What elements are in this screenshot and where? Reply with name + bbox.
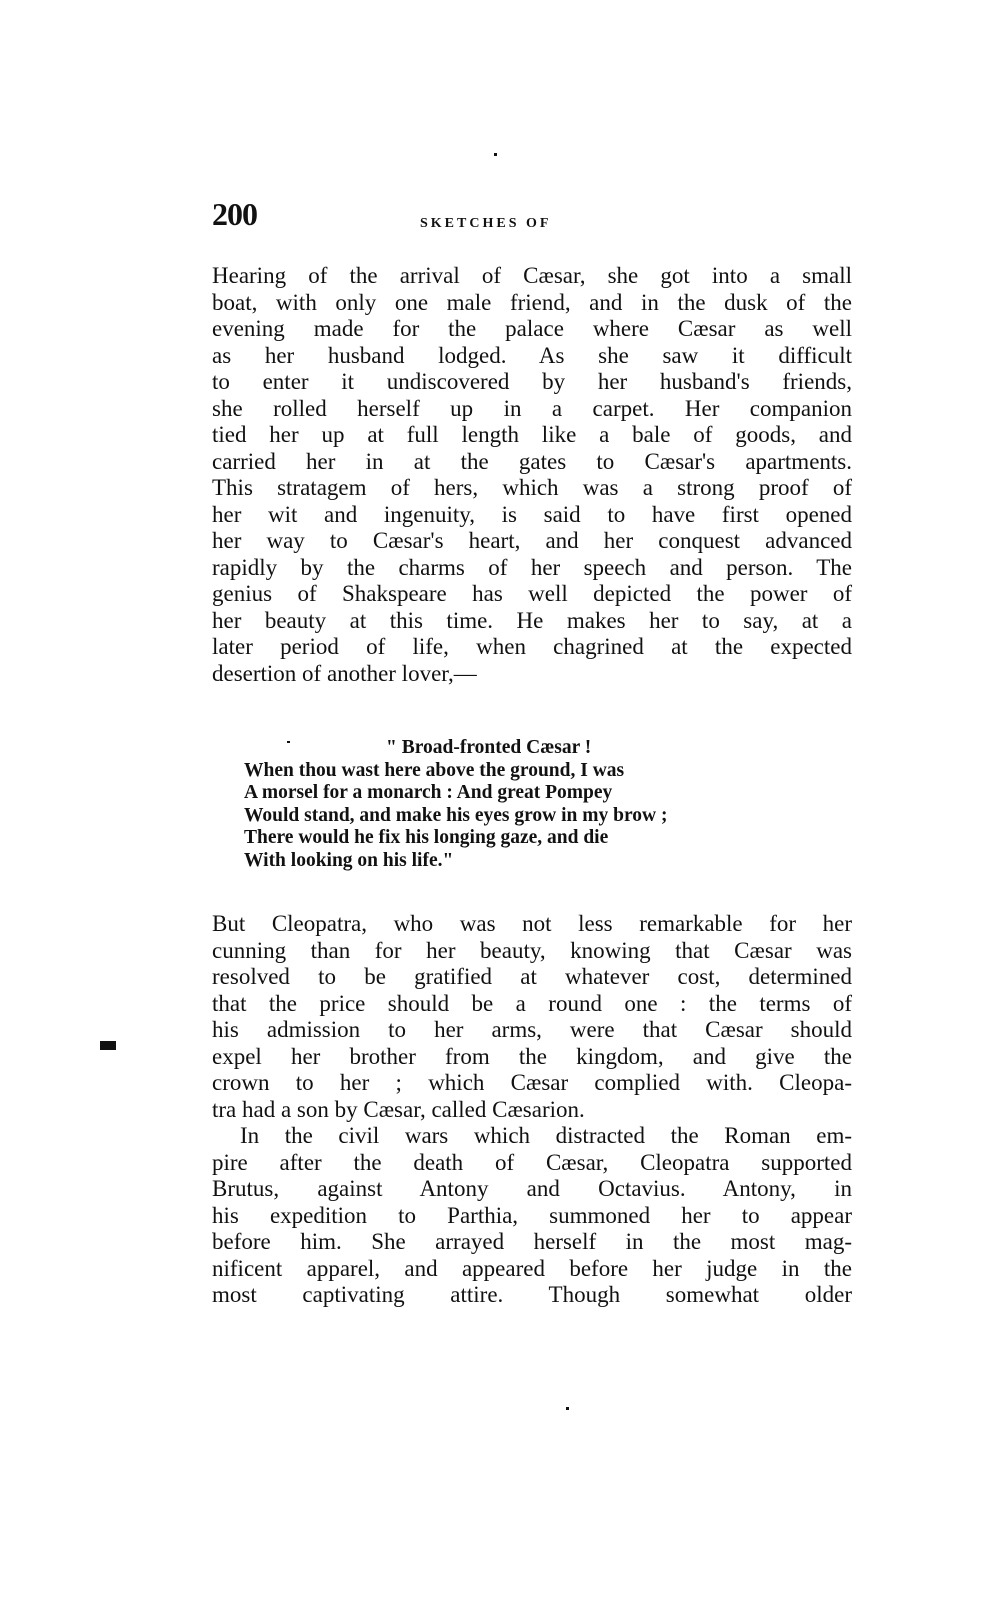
text-line: her wit and ingenuity, is said to have first opened (212, 501, 852, 527)
text-line: her way to Cæsar's heart, and her conquest advanced (212, 528, 852, 553)
ink-speck (566, 1407, 569, 1410)
text-line: later period of life, when chagrined at the expected (212, 634, 852, 659)
verse-line: " Broad-fronted Cæsar ! (386, 737, 592, 758)
text-line: that the price should be a round one : the terms of (212, 990, 852, 1016)
text-line: In the civil wars which distracted the Roman em- (240, 1123, 852, 1148)
text-line: tra had a son by Cæsar, called Cæsarion. (212, 1096, 585, 1122)
text-line: as her husband lodged. As she saw it difficult (212, 342, 852, 368)
verse-line: Would stand, and make his eyes grow in my brow ; (244, 804, 668, 826)
text-line: evening made for the palace where Cæsar as well (212, 316, 852, 341)
text-line: crown to her ; which Cæsar complied with. Cleopa- (212, 1070, 852, 1095)
paragraph-1 (212, 263, 852, 687)
text-line: tied her up at full length like a bale of goods, and (212, 422, 852, 447)
verse-line: A morsel for a monarch : And great Pompey (244, 782, 613, 804)
text-line: cunning than for her beauty, knowing that Cæsar was (212, 937, 852, 963)
verse-quotation (244, 737, 824, 873)
text-line: before him. She arrayed herself in the most mag- (212, 1229, 852, 1254)
text-line: his admission to her arms, were that Cæsar should (212, 1017, 852, 1042)
text-line: resolved to be gratified at whatever cost, determined (212, 964, 852, 989)
verse-line: With looking on his life." (244, 849, 454, 871)
text-line: carried her in at the gates to Cæsar's apartments. (212, 448, 852, 474)
text-line: boat, with only one male friend, and in the dusk of the (212, 289, 852, 315)
page-header (212, 196, 852, 236)
running-head: SKETCHES OF (420, 216, 552, 231)
text-line: her beauty at this time. He makes her to say, at a (212, 607, 852, 633)
text-line: pire after the death of Cæsar, Cleopatra supported (212, 1149, 852, 1175)
text-line: expel her brother from the kingdom, and give the (212, 1043, 852, 1069)
text-line: Hearing of the arrival of Cæsar, she got into a small (212, 263, 852, 288)
text-line: to enter it undiscovered by her husband's friends, (212, 369, 852, 394)
text-line: most captivating attire. Though somewhat older (212, 1282, 852, 1307)
ink-speck (494, 153, 497, 156)
margin-mark (100, 1041, 116, 1050)
text-line: nificent apparel, and appeared before her judge in the (212, 1255, 852, 1281)
text-line: rapidly by the charms of her speech and person. The (212, 554, 852, 580)
page-number: 200 (212, 196, 257, 232)
text-line: But Cleopatra, who was not less remarkable for her (212, 911, 852, 936)
text-line: genius of Shakspeare has well depicted the power of (212, 581, 852, 606)
text-line: desertion of another lover,— (212, 660, 477, 686)
verse-line: There would he fix his longing gaze, and die (244, 827, 609, 849)
paragraph-2 (212, 911, 852, 1309)
text-line: she rolled herself up in a carpet. Her companion (212, 395, 852, 421)
text-line: Brutus, against Antony and Octavius. Antony, in (212, 1176, 852, 1201)
text-line: his expedition to Parthia, summoned her to appear (212, 1202, 852, 1228)
verse-line: When thou wast here above the ground, I was (244, 759, 625, 781)
text-line: This stratagem of hers, which was a strong proof of (212, 475, 852, 500)
